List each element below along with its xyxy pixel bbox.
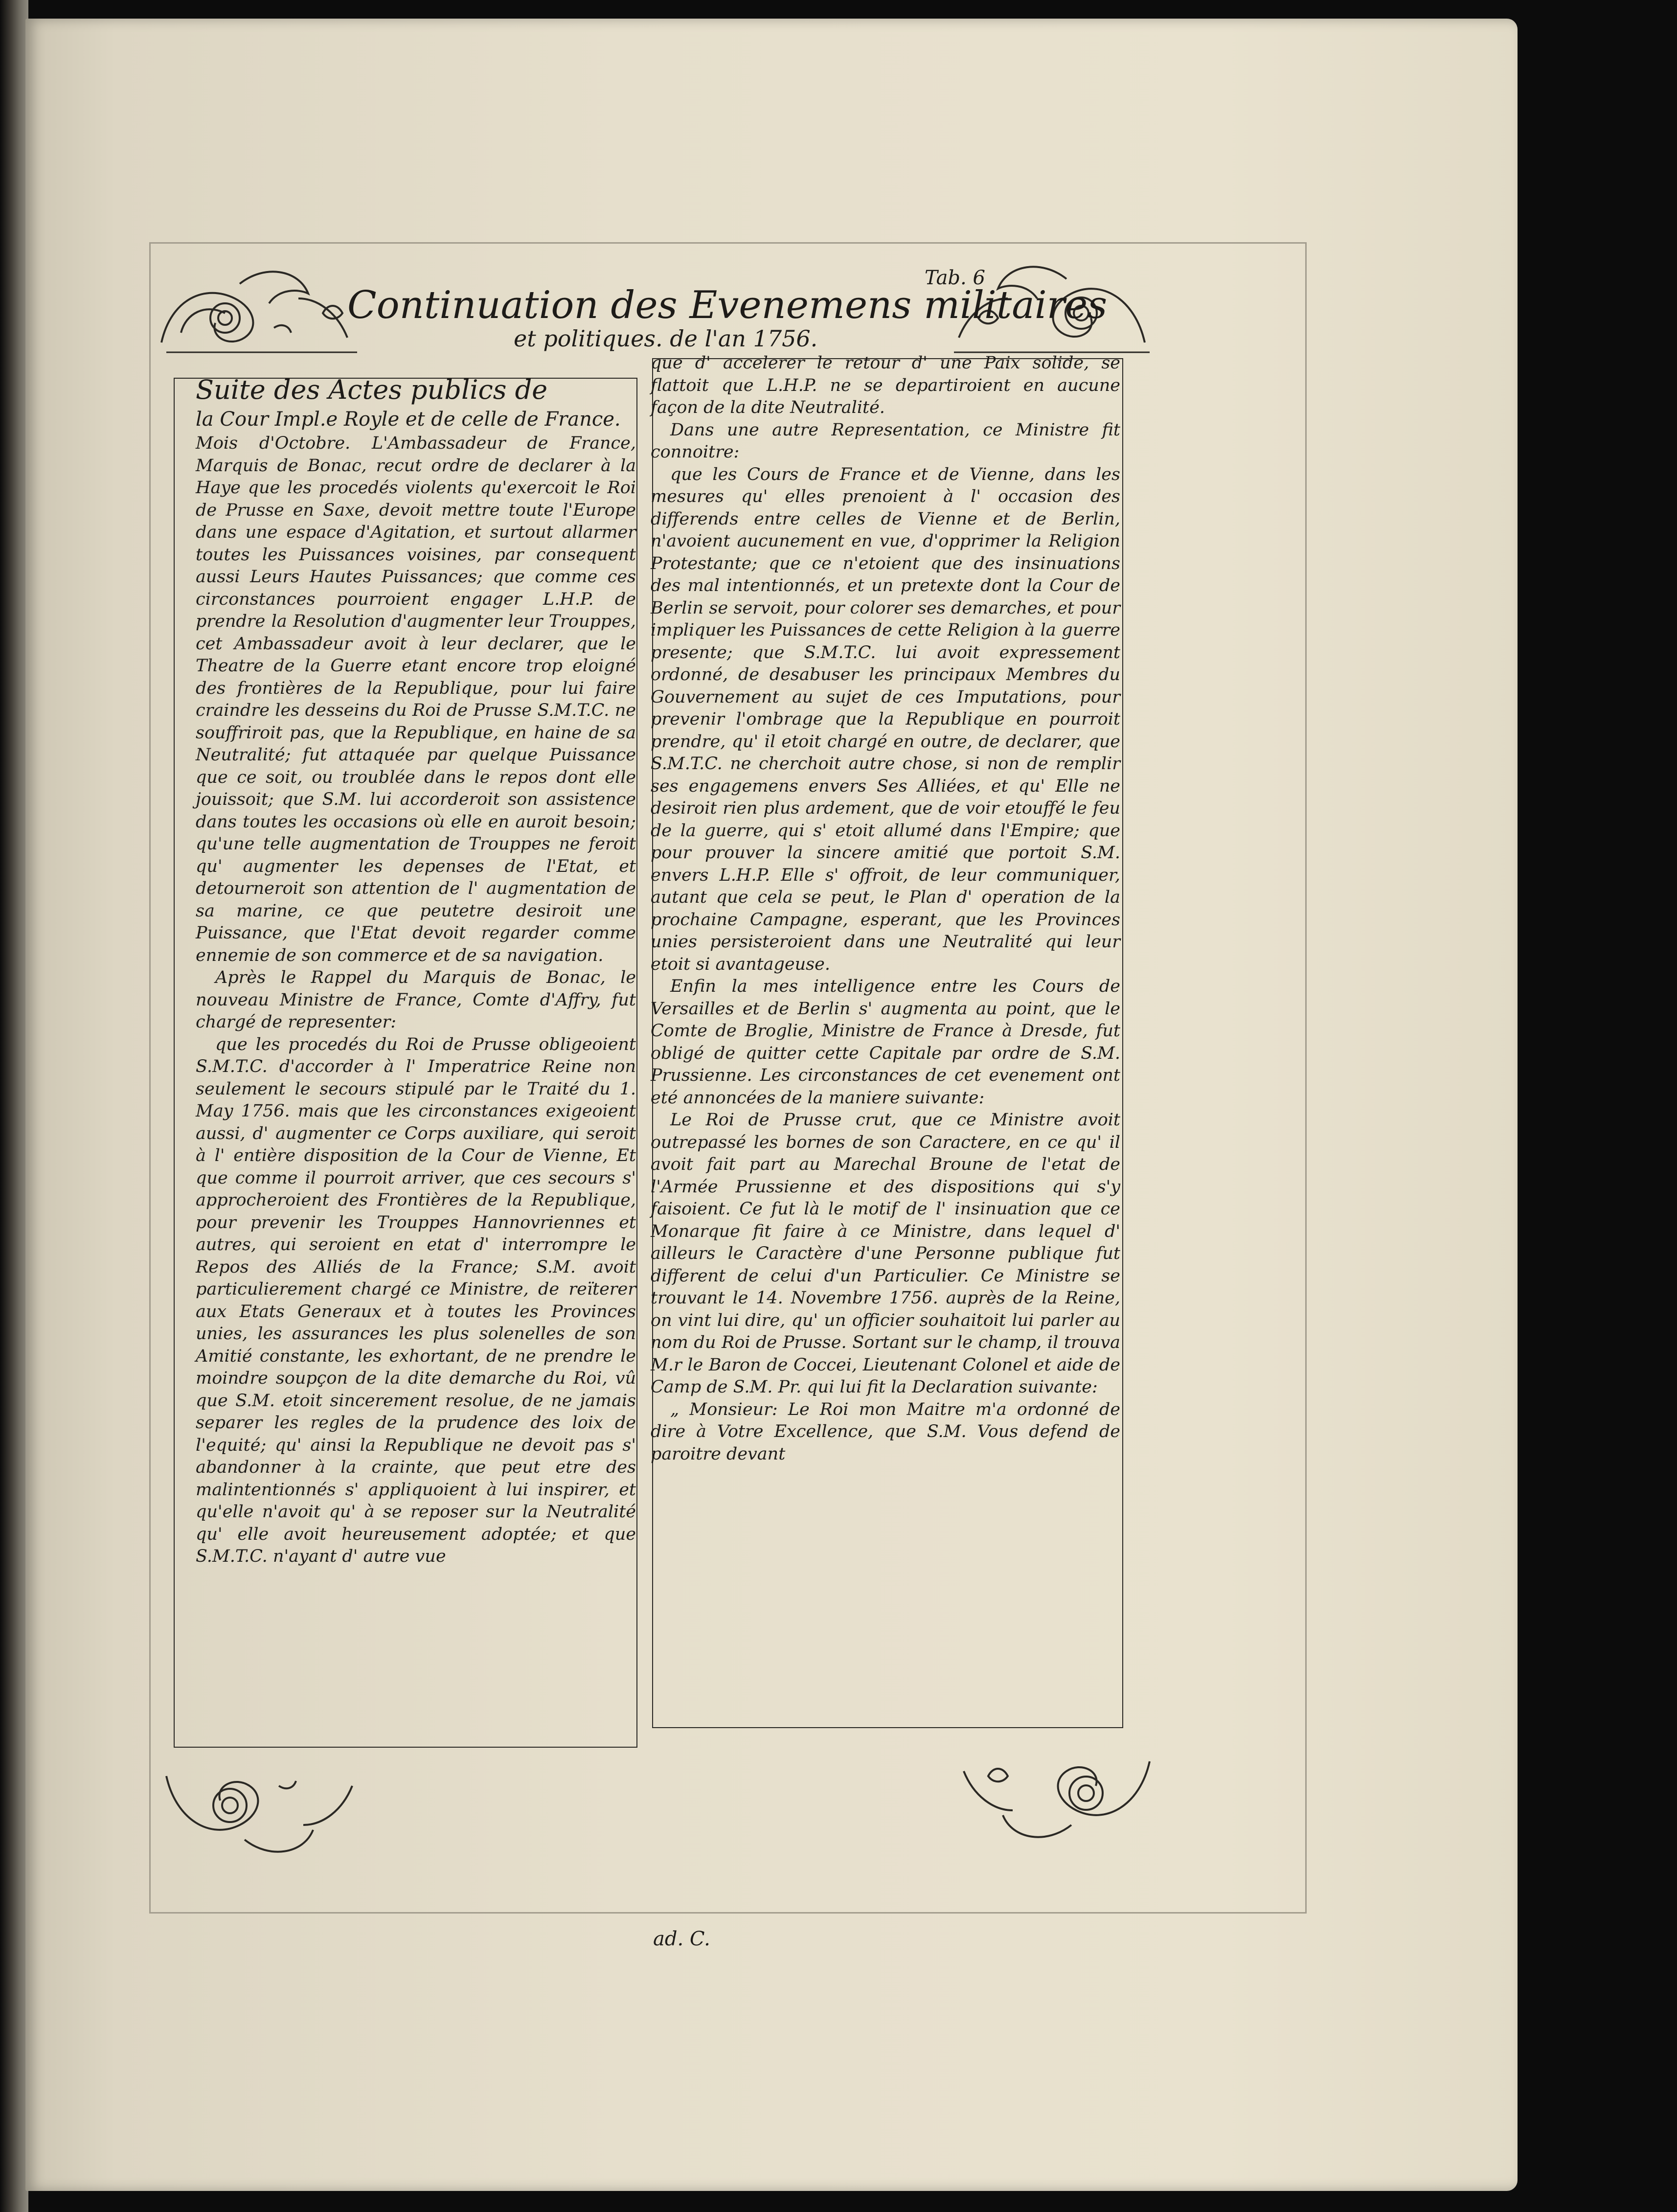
section-subheading: la Cour Impl.e Royle et de celle de France.	[196, 408, 621, 431]
paragraph: que les Cours de France et de Vienne, dans les mesures qu' elles prenoient à l' occasion des differends entre celles de Vienne et de Berlin, n'avoient aucunement en vue, d'opprimer la Religion Protestante; que ce n'etoient que des insinuations des mal intentionnés, et un pretexte dont la Cour de Berlin se servoit, pour colorer ses demarches, et pour impliquer les Puissances de cette Religion à la guerre presente; que S.M.T.C. lui avoit expressement ordonné, de desabuser les principaux Membres du Gouvernement au sujet de ces Imputations, pour prevenir l'ombrage que la Republique en pourroit prendre, qu' il etoit chargé en outre, de declarer, que S.M.T.C. ne cherchoit autre chose, si non de remplir ses engagemens envers Ses Alliées, et qu' Elle ne desiroit rien plus ardement, que de voir etouffé le feu de la guerre, qui s' etoit allumé dans l'Empire; que pour prouver la sincere amitié que portoit S.M. envers L.H.P. Elle s' offroit, de leur communiquer, autant que cela se peut, le Plan d' operation de la prochaine Campagne, esperant, que les Provinces unies persisteroient dans une Neutralité qui leur etoit si avantageuse.	[651, 464, 1120, 974]
plate-subtitle: et politiques. de l'an 1756.	[514, 325, 818, 352]
paragraph: Mois d'Octobre. L'Ambassadeur de France, Marquis de Bonac, recut ordre de declarer à la Haye que les procedés violents qu'exercoit le Roi de Prusse en Saxe, devoit mettre toute l'Europe dans une espace d'Agitation, et surtout allarmer toutes les Puissances voisines, par consequent aussi Leurs Hautes Puissances; que comme ces circonstances pourroient engager L.H.P. de prendre la Resolution d'augmenter leur Trouppes, cet Ambassadeur avoit à leur declarer, que le Theatre de la Guerre etant encore trop eloigné des frontières de la Republique, pour lui faire craindre les desseins du Roi de Prusse S.M.T.C. ne souffriroit pas, que la Republique, en haine de sa Neutralité; fut attaquée par quelque Puissance que ce soit, ou troublée dans le repos dont elle jouissoit; que S.M. lui accorderoit son assistence dans toutes les occasions où elle en auroit besoin; qu'une telle augmentation de Trouppes ne feroit qu' augmenter les depenses de l'Etat, et detourneroit son attention de l' augmentation de sa marine, ce que peutetre desiroit une Puissance, que l'Etat devoit regarder comme ennemie de son commerce et de sa navigation.	[196, 433, 636, 965]
plate-footer-mark: ad. C.	[653, 1928, 710, 1950]
paragraph: que d' accelerer le retour d' une Paix solide, se flattoit que L.H.P. ne se departiroient en aucune façon de la dite Neutralité.	[651, 353, 1120, 417]
paragraph: „ Monsieur: Le Roi mon Maitre m'a ordonné de dire à Votre Excellence, que S.M. Vous defend de paroitre devant	[651, 1399, 1120, 1464]
paragraph: Après le Rappel du Marquis de Bonac, le nouveau Ministre de France, Comte d'Affry, fut chargé de representer:	[196, 968, 636, 1032]
plate-title: Continuation des Evenemens militaires	[347, 283, 1108, 327]
paragraph: Dans une autre Representation, ce Ministre fit connoitre:	[651, 420, 1120, 462]
rococo-ornament-bottom-left	[157, 1756, 362, 1874]
paragraph: Enfin la mes intelligence entre les Cours de Versailles et de Berlin s' augmenta au point, que le Comte de Broglie, Ministre de France à Dresde, fut obligé de quitter cette Capitale par ordre de S.M. Prussienne. Les circonstances de cet evenement ont eté annoncées de la maniere suivante:	[651, 977, 1120, 1108]
right-column-text	[651, 352, 1120, 1737]
rococo-ornament-top-left	[152, 254, 362, 362]
section-heading: Suite des Actes publics de	[196, 374, 548, 405]
plate-number: Tab. 6	[925, 267, 985, 289]
paragraph: que les procedés du Roi de Prusse obligeoient S.M.T.C. d'accorder à l' Imperatrice Reine non seulement le secours stipulé par le Traité du 1. May 1756. mais que les circonstances exigeoient aussi, d' augmenter ce Corps auxiliare, qui seroit à l' entière disposition de la Cour de Vienne, Et que comme il pourroit arriver, que ces secours s' approcheroient des Frontières de la Republique, pour prevenir les Trouppes Hannovriennes et autres, qui seroient en etat d' interrompre le Repos des Alliés de la France; S.M. avoit particulierement chargé ce Ministre, de reïterer aux Etats Generaux et à toutes les Provinces unies, les assurances les plus solenelles de son Amitié constante, les exhortant, de ne prendre le moindre soupçon de la dite demarche du Roi, vû que S.M. etoit sincerement resolue, de ne jamais separer les regles de la prudence des loix de l'equité; qu' ainsi la Republique ne devoit pas s' abandonner à la crainte, que peut etre des malintentionnés s' appliquoient à lui inspirer, et qu'elle n'avoit qu' à se reposer sur la Neutralité qu' elle avoit heureusement adoptée; et que S.M.T.C. n'ayant d' autre vue	[196, 1034, 636, 1566]
left-column-text	[196, 374, 636, 1761]
rococo-ornament-bottom-right	[959, 1742, 1159, 1869]
adjacent-page-edge	[0, 0, 28, 2212]
paragraph: Le Roi de Prusse crut, que ce Ministre avoit outrepassé les bornes de son Caractere, en ce qu' il avoit fait part au Marechal Broune de l'etat de l'Armée Prussienne et des dispositions qui s'y faisoient. Ce fut là le motif de l' insinuation que ce Monarque fit faire à ce Ministre, dans lequel d' ailleurs le Caractère d'une Personne publique fut different de celui d'un Particulier. Ce Ministre se trouvant le 14. Novembre 1756. auprès de la Reine, on vint lui dire, qu' un officier souhaitoit lui parler au nom du Roi de Prusse. Sortant sur le champ, il trouva M.r le Baron de Coccei, Lieutenant Colonel et aide de Camp de S.M. Pr. qui lui fit la Declaration suivante:	[651, 1110, 1120, 1397]
